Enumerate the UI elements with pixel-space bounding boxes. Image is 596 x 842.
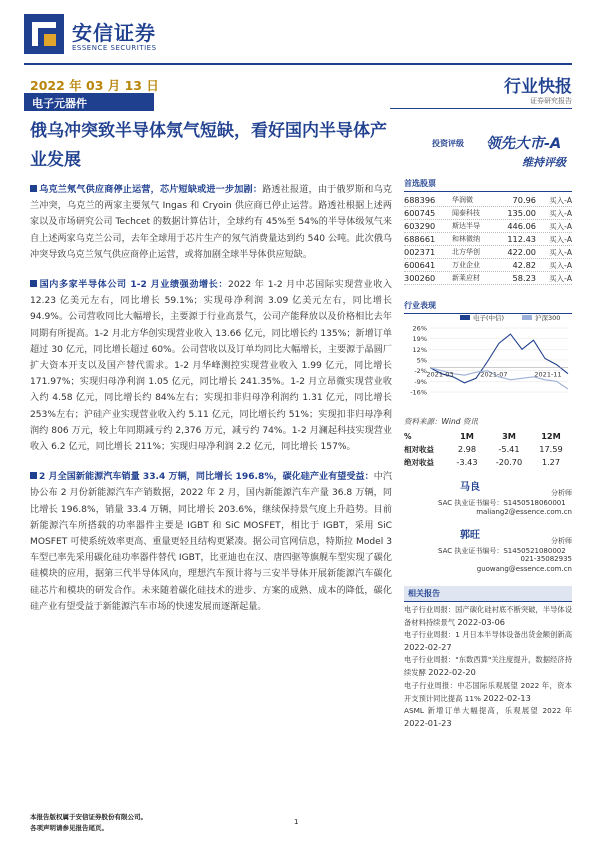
footer-disclaimer [30, 812, 230, 834]
stock-name: 斯达半导 [452, 222, 480, 230]
paragraph [30, 277, 392, 455]
stock-code: 603290 [404, 221, 436, 231]
stock-row [404, 272, 572, 285]
stock-rating: 买入-A [549, 196, 572, 205]
legend-swatch [522, 315, 532, 320]
x-tick-label: 2021-03 [426, 370, 454, 379]
related-report-date: 2022-02-13 [483, 692, 531, 703]
stock-name: 万业企业 [452, 261, 480, 269]
related-title: 相关报告 [404, 586, 572, 602]
stock-name: 华润微 [452, 196, 473, 204]
footer-line: 各项声明请参见报告尾页。 [30, 824, 108, 832]
stock-code: 688396 [404, 195, 436, 205]
analyst-section [404, 478, 572, 574]
stock-row [404, 259, 572, 272]
analyst-name: 郭旺 [460, 530, 480, 541]
stock-rating: 买入-A [549, 209, 572, 218]
performance-title: 行业表现 [404, 300, 572, 314]
paragraph-lead: 2 月全国新能源汽车销量 33.4 万辆，同比增长 196.8%，碳化硅产业有望受益： [39, 472, 374, 483]
brand-name-en: ESSENCE SECURITIES [72, 44, 157, 52]
analyst-card [404, 478, 572, 526]
stock-code: 600745 [404, 208, 436, 218]
stock-name: 闻泰科技 [452, 209, 480, 217]
analyst-email[interactable]: guowang@essence.com.cn [476, 565, 572, 573]
related-reports [404, 586, 572, 730]
x-tick-label: 2021-07 [480, 370, 508, 379]
row-label: 绝对收益 [404, 458, 434, 467]
paragraph [30, 469, 392, 615]
y-tick-label: 5% [416, 356, 427, 365]
stock-price: 70.96 [512, 195, 536, 205]
header-rule [24, 63, 572, 65]
bullet-square-icon [30, 280, 37, 287]
y-tick-label: -9% [414, 377, 427, 386]
brand-logo [24, 14, 174, 58]
rating-value: 领先大市-A [486, 136, 562, 152]
analyst-card [404, 526, 572, 574]
related-report-link[interactable] [404, 604, 572, 629]
stock-row [404, 220, 572, 233]
stock-price: 58.23 [512, 273, 536, 283]
paragraph-body: 2022 年 1-2 月中芯国际实现营业收入 12.23 亿美元左右，同比增长 59.1%；实现母净利润 3.09 亿美元左右，同比增长 94.9%。公司营收同比大幅增长，主要源于行业高景气，公司产能释放以及价格相比去年同期有所提高。1-2 月北方华创实现营业收入 13.66 亿元，同比增长约 135%；新增订单超过 30 亿元，同比增长超过 60%。公司营收以及订单均同比大幅增长，主要源于晶圆厂扩大资本开支以及国产替代需求。1-2 月华峰测控实现营业收入 1.99 亿元，同比增长 171.97%；实现归母净利润 1.05 亿元，同比增长 241.35%。1-2 月立昂微实现营业收入约 4.58 亿元，同比增长约 84%左右；实现扣非归母净利润约 1.31 亿元，同比增长 253%左右；沪硅产业实现营业收入约 5.11 亿元，同比增长约 51%；实现扣非归母净利润约 806 万元，较上年同期减亏约 2,376 万元，减亏约 74%。1-2 月澜起科技实现营业收入 6.2 亿元，同比增长 211%；实现归母净利润 2.2 亿元，同比增长 157%。 [30, 280, 392, 453]
bullet-square-icon [30, 472, 37, 479]
y-tick-label: 12% [412, 345, 427, 354]
table-cell: -5.41 [498, 444, 520, 454]
header-rule-right [390, 108, 572, 109]
stock-rating: 买入-A [549, 222, 572, 231]
y-tick-label: -2% [414, 367, 427, 376]
stock-rating: 买入-A [549, 235, 572, 244]
main-body [30, 182, 392, 629]
table-cell: 2.98 [457, 444, 477, 454]
stock-code: 300260 [404, 273, 436, 283]
stock-price: 446.06 [507, 221, 536, 231]
table-row [404, 456, 572, 469]
stock-price: 422.00 [507, 247, 536, 257]
table-row [404, 443, 572, 456]
y-tick-label: -16% [410, 388, 427, 397]
related-report-date: 2022-01-23 [404, 717, 452, 728]
related-report-date: 2022-02-20 [428, 667, 476, 678]
paragraph-lead: 乌克兰氖气供应商停止运营，芯片短缺或进一步加剧： [39, 185, 263, 195]
stock-name: 北方华创 [452, 248, 480, 256]
stock-code: 688661 [404, 234, 436, 244]
stock-name: 新莱应材 [452, 274, 480, 282]
paragraph-body: 路透社报道，由于俄罗斯和乌克兰冲突，乌克兰的两家主要氖气 Ingas 和 Cryoin 供应商已停止运营。路透社根据上述两家以及市场研究公司 Techcet 的数据计算估计，全球约有 45%至 54%的半导体级氖气来自上述两家乌克兰公司，去年全球用于芯片生产的氖气消费量达到约 540 公吨。此次俄乌冲突导致乌克兰氖气供应商停止运营，或将加剧全球半导体供应短缺。 [30, 185, 392, 260]
header-cell: 1M [460, 431, 474, 441]
chart-source: 资料来源：Wind 资讯 [404, 417, 478, 426]
report-subtype: 证券研究报告 [530, 97, 572, 105]
stock-row [404, 246, 572, 259]
header-cell: 3M [502, 431, 516, 441]
stock-price: 135.00 [507, 208, 536, 218]
footer-line: 本报告版权属于安信证券股份有限公司。 [30, 813, 147, 821]
brand-name-cn: 安信证券 [72, 21, 156, 45]
related-report-date: 2022-02-27 [404, 642, 452, 653]
analyst-role: 分析师 [551, 489, 572, 497]
table-cell: 1.27 [541, 457, 561, 467]
picks-title: 首选股票 [404, 178, 572, 192]
picks-table [404, 194, 572, 285]
related-report-text: 电子行业周报：国产碳化硅衬底不断突破，半导体设备材料持续景气 [404, 605, 572, 628]
stock-row [404, 207, 572, 220]
table-cell: 17.59 [539, 444, 563, 454]
stock-rating: 买入-A [549, 248, 572, 257]
legend-label: 沪深300 [535, 314, 561, 322]
analyst-license: SAC 执业证书编号：S1450518060001 [438, 499, 566, 507]
row-label: 相对收益 [404, 445, 434, 454]
legend-label: 电子(中信) [473, 314, 505, 322]
report-type: 行业快报 [504, 77, 572, 97]
bullet-square-icon [30, 185, 37, 192]
report-date: 2022 年 03 月 13 日 [30, 78, 159, 93]
rating-change: 维持评级 [522, 156, 566, 169]
performance-chart [404, 312, 572, 404]
analyst-role: 分析师 [551, 537, 572, 545]
paragraph [30, 182, 392, 263]
paragraph-lead: 国内多家半导体公司 1-2 月业绩强劲增长： [39, 280, 229, 291]
legend-swatch [460, 315, 470, 320]
stock-price: 42.82 [512, 260, 536, 270]
y-tick-label: 19% [412, 335, 427, 344]
performance-table [404, 430, 572, 469]
analyst-license: SAC 执业证书编号：S1450521080002 [438, 547, 566, 555]
related-report-link[interactable] [404, 654, 572, 679]
page-number: 1 [294, 818, 299, 826]
table-cell: -3.43 [456, 457, 478, 467]
stock-rating: 买入-A [549, 261, 572, 270]
sector-tag: 电子元器件 [24, 93, 154, 111]
stock-code: 002371 [404, 247, 436, 257]
sidebar [404, 178, 572, 285]
x-tick-label: 2021-11 [534, 370, 562, 379]
header-cell: % [404, 432, 412, 441]
stock-rating: 买入-A [549, 274, 572, 283]
related-report-link[interactable] [404, 705, 572, 730]
analyst-name: 马良 [460, 482, 480, 493]
related-report-text: 电子行业周报：1 月日本半导体设备出货金额创新高 [404, 630, 572, 640]
stock-price: 112.43 [507, 234, 536, 244]
analyst-email[interactable]: maliang2@essence.com.cn [476, 508, 572, 516]
stock-row [404, 233, 572, 246]
related-report-text: 电子行业周报：中芯国际乐观展望 2022 年，资本开支预计同比提高 11% [404, 680, 572, 703]
table-header [404, 430, 572, 443]
related-report-link[interactable] [404, 680, 572, 705]
report-title: 俄乌冲突致半导体氖气短缺，看好国内半导体产业发展 [30, 121, 387, 170]
related-report-text: 电子行业周报："东数西算"关注度提升，数据经济持续发酵 [404, 655, 572, 678]
stock-name: 和林微纳 [452, 235, 480, 243]
related-report-date: 2022-03-06 [457, 617, 505, 628]
related-report-text: ASML 新增订单大幅提高，乐观展望 2022 年 [404, 705, 572, 715]
table-cell: -20.70 [495, 457, 523, 467]
paragraph-body: 中汽协公布 2 月份新能源汽车产销数据，2022 年 2 月，国内新能源汽车产量 36.8 万辆，同比增长 196.8%，销量 33.4 万辆，同比增长 203.6%，继续保持景气度上升趋势。目前新能源汽车所搭载的功率器件主要是 IGBT 和 SiC MOSFET，相比于 IGBT，采用 SiC MOSFET 可使系统效率更高、重量更轻且结构更紧凑。据公司官网信息，特斯拉 Model 3 车型已率先采用碳化硅功率器件替代 IGBT，比亚迪也在汉、唐四驱等旗舰车型实现了碳化硅模块的应用，据第三代半导体风向，理想汽车预计将与三安半导体开展新能源汽车碳化硅芯片和模块的研发合作。未来随着碳化硅技术的进步、方案的成熟、成本的降低，碳化硅产业有望受益于新能源汽车市场的快速发展而逐渐起量。 [30, 472, 392, 612]
stock-row [404, 194, 572, 207]
y-tick-label: 26% [412, 324, 427, 333]
logo-mark-icon [24, 14, 64, 54]
rating-label: 投资评级 [432, 139, 464, 148]
related-report-link[interactable] [404, 629, 572, 654]
stock-code: 600641 [404, 260, 436, 270]
header-cell: 12M [541, 431, 561, 441]
analyst-phone: 021-35082935 [520, 555, 572, 563]
